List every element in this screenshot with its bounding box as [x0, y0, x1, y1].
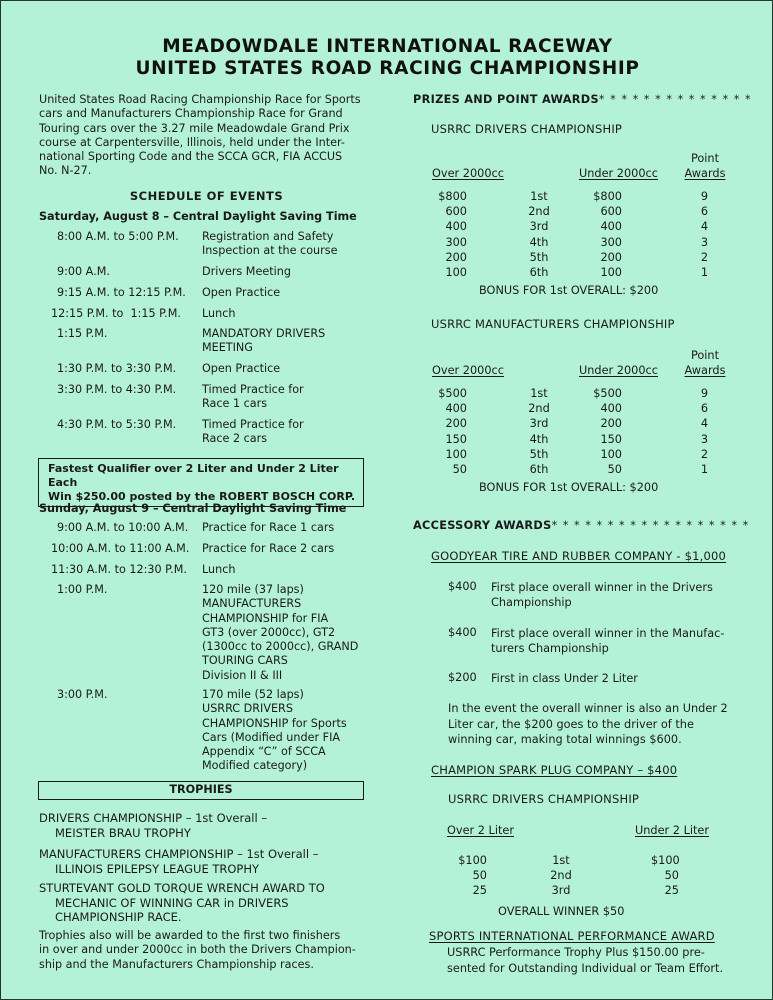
place-label: 1st [530, 190, 548, 203]
prizes-heading-text: PRIZES AND POINT AWARDS [413, 93, 599, 106]
points-value: 1 [700, 463, 708, 476]
event-time: 9:15 A.M. to 12:15 P.M. [57, 286, 186, 299]
under-value: 300 [600, 235, 622, 249]
points-value: 1 [700, 266, 708, 279]
description-line: Lunch [202, 563, 236, 576]
description-line: 120 mile (37 laps) [202, 583, 304, 596]
goodyear-note [448, 701, 748, 748]
stars-decoration: * * * * * * * * * * * * * * * * * * [551, 519, 750, 532]
award-amount: $400 [448, 580, 477, 593]
under-value: $500 [593, 387, 622, 400]
intro-line: course at Carpentersville, Illinois, held under the Inter- [39, 135, 345, 149]
champion-under-header: Under 2 Liter [635, 824, 710, 837]
place-label: 5th [529, 250, 549, 264]
event-time: 1:15 P.M. [57, 327, 108, 340]
bonus-text: BONUS FOR 1st OVERALL: $200 [479, 481, 659, 494]
award-description [491, 580, 741, 610]
intro-line: cars and Manufacturers Championship Race for Grand [39, 107, 343, 121]
place-label: 6th [529, 463, 549, 476]
points-value: 6 [700, 402, 708, 416]
text-line: sented for Outstanding Individual or Team Effort. [447, 961, 724, 975]
under-value: 400 [600, 402, 622, 416]
place-label: 3rd [529, 220, 549, 234]
event-time: 9:00 A.M. [57, 265, 110, 278]
event-description [202, 307, 372, 321]
accessory-heading [413, 519, 749, 532]
over-value: 600 [445, 205, 467, 219]
place-label: 2nd [528, 402, 550, 416]
trophy-item [39, 881, 379, 925]
title-line-2: UNITED STATES ROAD RACING CHAMPIONSHIP [135, 58, 640, 79]
event-description [202, 542, 372, 556]
intro-line: Touring cars over the 3.27 mile Meadowdale Grand Prix [39, 121, 350, 135]
over-value: 400 [445, 220, 467, 234]
champion-place-value: 1st [552, 854, 570, 867]
champion-under-value: 25 [664, 884, 679, 897]
award-description [491, 626, 741, 656]
points-value: 3 [700, 432, 708, 446]
points-value: 4 [700, 417, 708, 431]
under-header: Under 2000cc [579, 364, 658, 377]
description-line: CHAMPIONSHIP for Sports [202, 716, 347, 730]
event-description [202, 383, 372, 412]
trophy-line: CHAMPIONSHIP RACE. [55, 910, 182, 925]
description-line: Open Practice [202, 362, 281, 375]
description-line: Inspection at the course [202, 244, 338, 258]
over-value: 150 [445, 432, 467, 446]
under-value: 600 [600, 205, 622, 219]
champion-under-value: 50 [664, 869, 679, 882]
over-value: 300 [445, 235, 467, 249]
over-header: Over 2000cc [432, 364, 504, 377]
event-time: 4:30 P.M. to 5:30 P.M. [57, 418, 177, 431]
place-label: 4th [529, 432, 549, 446]
trophy-line: STURTEVANT GOLD TORQUE WRENCH AWARD TO [39, 881, 325, 895]
description-line: CHAMPIONSHIP for FIA [202, 611, 329, 625]
trophy-line: MECHANIC OF WINNING CAR in DRIVERS [55, 895, 289, 910]
description-line: MEETING [202, 341, 253, 355]
over-value: 50 [452, 463, 467, 476]
trophy-line: ILLINOIS EPILEPSY LEAGUE TROPHY [55, 861, 260, 876]
intro-line: United States Road Racing Championship Race for Sports [39, 93, 361, 106]
event-time: 9:00 A.M. to 10:00 A.M. [57, 521, 189, 534]
trophy-line: MANUFACTURERS CHAMPIONSHIP – 1st Overall – [39, 847, 319, 861]
description-line: Practice for Race 2 cars [202, 542, 335, 555]
award-description [491, 671, 741, 686]
place-label: 5th [529, 447, 549, 461]
description-line: GT3 (over 2000cc), GT2 [202, 625, 336, 639]
desc-line: First in class Under 2 Liter [491, 672, 638, 685]
text-line: USRRC Performance Trophy Plus $150.00 pre- [447, 946, 705, 959]
points-header: Awards [684, 167, 726, 180]
trophies-heading-box [38, 781, 364, 800]
trophy-line: MEISTER BRAU TROPHY [55, 825, 191, 840]
place-label: 6th [529, 266, 549, 279]
points-value: 2 [700, 447, 708, 461]
event-description [202, 688, 372, 774]
goodyear-title: GOODYEAR TIRE AND RUBBER COMPANY - $1,000 [431, 549, 727, 563]
bosch-line: Fastest Qualifier over 2 Liter and Under 2 Liter Each [48, 462, 339, 489]
description-line: Timed Practice for [202, 383, 304, 396]
desc-line: First place overall winner in the Manufac- [491, 627, 725, 640]
points-header: Point [690, 152, 720, 165]
description-line: Open Practice [202, 286, 281, 299]
champion-place-value: 3rd [551, 884, 571, 897]
description-line: Modified category) [202, 759, 308, 773]
event-time: 3:30 P.M. to 4:30 P.M. [57, 383, 177, 396]
points-value: 2 [700, 250, 708, 264]
champion-overall: OVERALL WINNER $50 [498, 905, 625, 918]
accessory-heading-text: ACCESSORY AWARDS [413, 519, 552, 532]
champion-place-value: 2nd [550, 869, 572, 882]
under-value: 200 [600, 417, 622, 431]
manufacturers-table-title: USRRC MANUFACTURERS CHAMPIONSHIP [431, 317, 675, 331]
event-time: 1:30 P.M. to 3:30 P.M. [57, 362, 177, 375]
points-value: 6 [700, 205, 708, 219]
title-line-1: MEADOWDALE INTERNATIONAL RACEWAY [162, 36, 613, 57]
description-line: Lunch [202, 307, 236, 320]
event-time: 1:00 P.M. [57, 583, 108, 596]
trophy-item [39, 847, 379, 876]
note-line: Trophies also will be awarded to the first two finishers [39, 929, 341, 942]
description-line: MANUFACTURERS [202, 597, 302, 611]
intro-line: national Sporting Code and the SCCA GCR, FIA ACCUS [39, 150, 343, 164]
over-value: 400 [445, 402, 467, 416]
points-value: 3 [700, 235, 708, 249]
event-time: 11:30 A.M. to 12:30 P.M. [51, 563, 187, 576]
desc-line: First place overall winner in the Drivers [491, 581, 713, 594]
event-description [202, 265, 372, 279]
desc-line: Championship [491, 596, 572, 609]
trophy-item [39, 811, 379, 840]
description-line: TOURING CARS [202, 654, 288, 668]
description-line: USRRC DRIVERS [202, 702, 293, 716]
event-description [202, 583, 372, 683]
description-line: Registration and Safety [202, 230, 334, 243]
note-line: Liter car, the $200 goes to the driver of the [448, 717, 694, 731]
over-value: 200 [445, 250, 467, 264]
over-value: 100 [445, 447, 467, 461]
event-description [202, 230, 372, 259]
points-value: 4 [700, 220, 708, 234]
prizes-heading [413, 93, 752, 106]
champion-over-header: Over 2 Liter [447, 824, 514, 837]
note-line: ship and the Manufacturers Championship races. [39, 957, 314, 971]
description-line: Practice for Race 1 cars [202, 521, 335, 534]
event-description [202, 327, 372, 356]
trophies-heading: TROPHIES [169, 783, 233, 796]
champion-subtitle: USRRC DRIVERS CHAMPIONSHIP [448, 792, 640, 806]
schedule-heading: SCHEDULE OF EVENTS [129, 189, 284, 203]
bonus-text: BONUS FOR 1st OVERALL: $200 [479, 284, 659, 297]
intro-line: No. N-27. [39, 164, 92, 178]
under-value: 150 [600, 432, 622, 446]
note-line: winning car, making total winnings $600. [448, 733, 682, 746]
place-label: 1st [530, 387, 548, 400]
bosch-award-box [38, 458, 364, 507]
over-header: Over 2000cc [432, 167, 504, 180]
description-line: Division II & III [202, 668, 283, 682]
over-value: 200 [445, 417, 467, 431]
intro-paragraph [39, 93, 374, 179]
under-value: $800 [593, 190, 622, 203]
description-line: Cars (Modified under FIA [202, 730, 341, 744]
description-line: (1300cc to 2000cc), GRAND [202, 640, 359, 654]
bosch-line: Win $250.00 posted by the ROBERT BOSCH CORP. [48, 490, 356, 503]
event-description [202, 521, 372, 535]
champion-over-value: 25 [472, 884, 487, 897]
stars-decoration: * * * * * * * * * * * * * * [598, 93, 752, 106]
sunday-heading: Sunday, August 9 – Central Daylight Saving Time [39, 502, 347, 515]
sports-international-title: SPORTS INTERNATIONAL PERFORMANCE AWARD [429, 929, 715, 943]
under-value: 100 [600, 266, 622, 279]
place-label: 2nd [528, 205, 550, 219]
event-description [202, 418, 372, 447]
over-value: $500 [438, 387, 467, 400]
event-description [202, 286, 372, 300]
champion-under-value: $100 [651, 854, 680, 867]
page-title [1, 36, 773, 80]
description-line: Drivers Meeting [202, 265, 291, 278]
place-label: 3rd [529, 417, 549, 431]
event-description [202, 563, 372, 577]
event-time: 10:00 A.M. to 11:00 A.M. [51, 542, 190, 555]
sports-international-text [447, 945, 723, 976]
description-line: 170 mile (52 laps) [202, 688, 304, 701]
champion-title: CHAMPION SPARK PLUG COMPANY – $400 [431, 763, 678, 777]
award-amount: $200 [448, 671, 477, 684]
award-amount: $400 [448, 626, 477, 639]
description-line: Appendix “C” of SCCA [202, 745, 326, 759]
description-line: Timed Practice for [202, 418, 304, 431]
drivers-table-title: USRRC DRIVERS CHAMPIONSHIP [431, 122, 623, 136]
trophy-line: DRIVERS CHAMPIONSHIP – 1st Overall – [39, 811, 268, 825]
under-header: Under 2000cc [579, 167, 658, 180]
desc-line: turers Championship [491, 642, 609, 655]
over-value: $800 [438, 190, 467, 203]
champion-over-value: $100 [458, 854, 487, 867]
champion-over-value: 50 [472, 869, 487, 882]
points-value: 9 [700, 190, 708, 203]
description-line: Race 2 cars [202, 432, 268, 446]
description-line: Race 1 cars [202, 397, 268, 411]
event-time: 8:00 A.M. to 5:00 P.M. [57, 230, 179, 243]
under-value: 100 [600, 447, 622, 461]
event-time: 3:00 P.M. [57, 688, 108, 701]
place-label: 4th [529, 235, 549, 249]
event-description [202, 362, 372, 376]
note-line: in over and under 2000cc in both the Drivers Champion- [39, 943, 356, 957]
description-line: MANDATORY DRIVERS [202, 327, 326, 340]
over-value: 100 [445, 266, 467, 279]
under-value: 200 [600, 250, 622, 264]
points-header: Awards [684, 364, 726, 377]
under-value: 50 [607, 463, 622, 476]
trophies-note [39, 929, 379, 972]
points-header: Point [690, 349, 720, 362]
note-line: In the event the overall winner is also an Under 2 [448, 702, 728, 715]
event-time: 12:15 P.M. to 1:15 P.M. [51, 307, 181, 320]
points-value: 9 [700, 387, 708, 400]
under-value: 400 [600, 220, 622, 234]
saturday-heading: Saturday, August 8 – Central Daylight Saving Time [39, 210, 357, 223]
